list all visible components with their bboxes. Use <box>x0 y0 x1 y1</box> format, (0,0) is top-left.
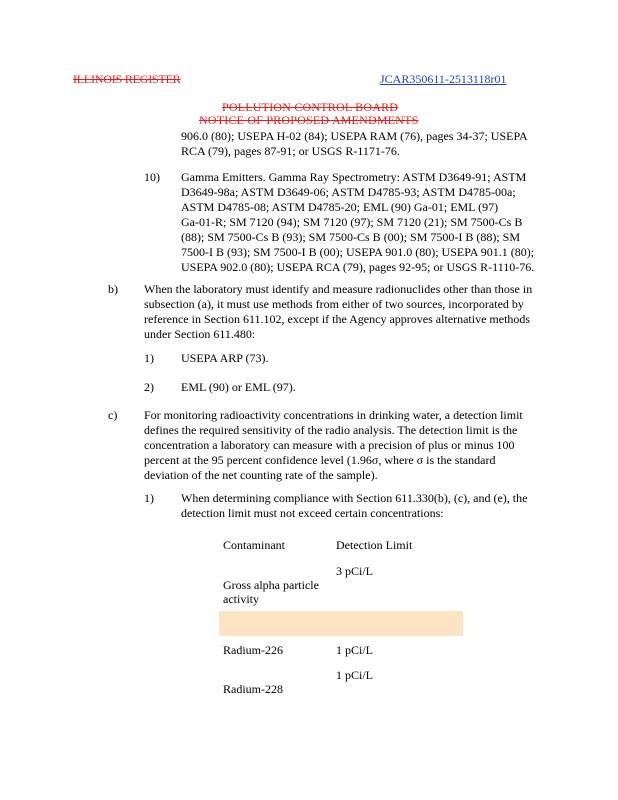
subsection-label: c) <box>108 408 118 422</box>
table-cell-contaminant: Gross alpha particle <box>223 578 319 592</box>
table-shaded-row <box>219 611 463 636</box>
gamma-emitters-paragraph <box>181 170 534 275</box>
text-line: When determining compliance with Section 611.330(b), (c), and (e), the <box>181 491 528 505</box>
text-line: USEPA 902.0 (80); USEPA RCA (79), pages 92-95; or USGS R-1110-76. <box>181 260 535 274</box>
text-line: Gamma Emitters. Gamma Ray Spectrometry: ASTM D3649-91; ASTM <box>181 170 527 184</box>
text-line: deviation of the net counting rate of the sample). <box>144 468 378 482</box>
text-line: When the laboratory must identify and measure radionuclides other than those in <box>144 282 533 296</box>
item-number: 1) <box>144 351 154 365</box>
text-line: RCA (79), pages 87-91; or USGS R-1171-76. <box>181 144 400 158</box>
item-number: 10) <box>144 170 160 184</box>
list-item-text: EML (90) or EML (97). <box>181 380 296 394</box>
table-cell-limit: 1 pCi/L <box>336 643 374 657</box>
text-line: reference in Section 611.102, except if the Agency approves alternative methods <box>144 312 531 326</box>
subsection-label: b) <box>108 282 118 296</box>
continuation-text <box>181 129 528 159</box>
board-title: POLLUTION CONTROL BOARD <box>222 100 399 114</box>
text-line: D3649-98a; ASTM D3649-06; ASTM D4785-93; ASTM D4785-00a; <box>181 185 516 199</box>
table-cell-contaminant: activity <box>223 592 259 606</box>
jcar-reference-link[interactable]: JCAR350611-2513118r01 <box>380 72 507 86</box>
table-header-detection-limit: Detection Limit <box>336 538 413 552</box>
subsection-c-paragraph <box>144 408 523 483</box>
table-cell-contaminant: Radium-228 <box>223 682 283 696</box>
text-line: (88); SM 7500-Cs B (93); SM 7500-Cs B (00); SM 7500-I B (88); SM <box>181 230 521 244</box>
text-line: 7500-I B (93); SM 7500-I B (00); USEPA 901.0 (80); USEPA 901.1 (80); <box>181 245 535 259</box>
text-line: subsection (a), it must use methods from either of two sources, incorporated by <box>144 297 524 311</box>
text-line: under Section 611.480: <box>144 327 256 341</box>
text-line: For monitoring radioactivity concentrations in drinking water, a detection limit <box>144 408 523 422</box>
text-line: defines the required sensitivity of the radio analysis. The detection limit is the <box>144 423 518 437</box>
item-number: 2) <box>144 380 154 394</box>
table-header-contaminant: Contaminant <box>223 538 285 552</box>
table-cell-limit: 3 pCi/L <box>336 564 374 578</box>
subsection-b-paragraph <box>144 282 532 342</box>
table-cell-limit: 1 pCi/L <box>336 668 374 682</box>
text-line: concentration a laboratory can measure with a precision of plus or minus 100 <box>144 438 515 452</box>
text-line: detection limit must not exceed certain concentrations: <box>181 506 444 520</box>
item-number: 1) <box>144 491 154 505</box>
text-line: ASTM D4785-08; ASTM D4785-20; EML (90) Ga-01; EML (97) <box>181 200 499 214</box>
notice-title: NOTICE OF PROPOSED AMENDMENTS <box>199 113 419 127</box>
register-header: ILLINOIS REGISTER <box>73 72 181 86</box>
table-cell-contaminant: Radium-226 <box>223 643 283 657</box>
compliance-paragraph <box>181 491 527 521</box>
text-line: Ga-01-R; SM 7120 (94); SM 7120 (97); SM 7120 (21); SM 7500-Cs B <box>181 215 523 229</box>
text-line: 906.0 (80); USEPA H-02 (84); USEPA RAM (76), pages 34-37; USEPA <box>181 129 528 143</box>
list-item-text: USEPA ARP (73). <box>181 351 269 365</box>
text-line: percent at the 95 percent confidence level (1.96σ, where σ is the standard <box>144 453 496 467</box>
